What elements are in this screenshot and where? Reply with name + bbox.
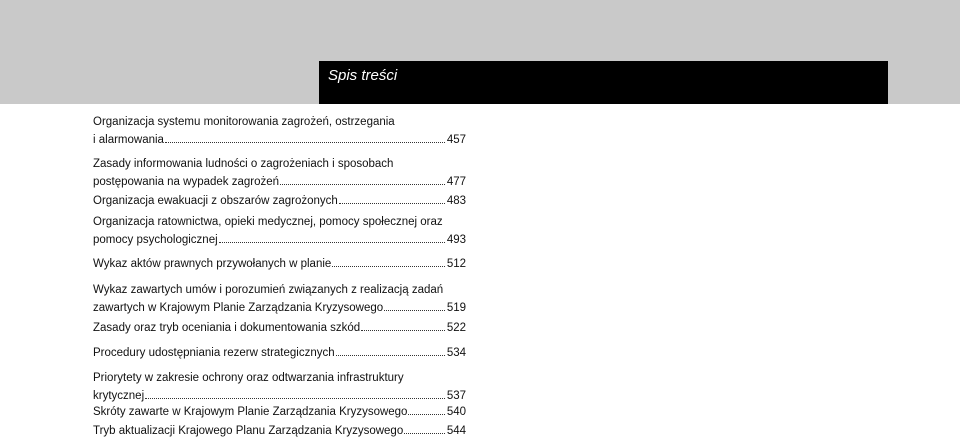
dot-leader (336, 355, 445, 356)
toc-page-number: 493 (446, 234, 466, 246)
dot-leader (280, 184, 445, 185)
toc-entry-title-line: krytycznej (93, 390, 145, 402)
toc-entry-title-line: Wykaz zawartych umów i porozumień związanych z realizacją zadań (93, 284, 444, 296)
page-title: Spis treści (328, 67, 398, 84)
toc-entry-title-line: postępowania na wypadek zagrożeń (93, 176, 280, 188)
dot-leader (145, 398, 445, 399)
toc-entry[interactable] (93, 344, 473, 362)
toc-page-number: 512 (446, 258, 466, 270)
toc-page-number: 477 (446, 176, 466, 188)
toc-entry-line (93, 131, 466, 149)
toc-entry-title-line: pomocy psychologicznej (93, 234, 218, 246)
toc-entry[interactable] (93, 113, 473, 149)
toc-entry-title-line: zawartych w Krajowym Planie Zarządzania Kryzysowego (93, 302, 384, 314)
toc-page-number: 540 (446, 406, 466, 418)
toc-entry[interactable] (93, 369, 473, 405)
toc-page-number: 537 (446, 390, 466, 402)
toc-entry-line (93, 192, 466, 210)
dot-leader (339, 203, 445, 204)
toc-entry[interactable] (93, 319, 473, 337)
toc-page-number: 483 (446, 195, 466, 207)
toc-entry-title-line: Wykaz aktów prawnych przywołanych w planie (93, 258, 332, 270)
toc-entry-line (93, 403, 466, 421)
title-banner (319, 61, 888, 104)
toc-entry-line (93, 173, 466, 191)
toc-entry-title-line: Zasady informowania ludności o zagrożeniach i sposobach (93, 158, 394, 170)
dot-leader (332, 266, 445, 267)
dot-leader (361, 330, 445, 331)
toc-page-number: 519 (446, 302, 466, 314)
toc-entry[interactable] (93, 403, 473, 421)
toc-entry-line (93, 231, 466, 249)
toc-entry[interactable] (93, 255, 473, 273)
toc-entry-title-line: Tryb aktualizacji Krajowego Planu Zarządzania Kryzysowego (93, 425, 404, 437)
toc-entry-title-line: Organizacja systemu monitorowania zagrożeń, ostrzegania (93, 116, 395, 128)
dot-leader (408, 414, 444, 415)
toc-entry-line (93, 299, 466, 317)
toc-entry[interactable] (93, 213, 473, 249)
toc-entry-title-line: Organizacja ratownictwa, opieki medycznej, pomocy społecznej oraz (93, 216, 443, 228)
dot-leader (384, 310, 445, 311)
toc-entry-title-line: Priorytety w zakresie ochrony oraz odtwarzania infrastruktury (93, 372, 404, 384)
toc-entry[interactable] (93, 422, 473, 438)
toc-entry-title-line: Procedury udostępniania rezerw strategicznych (93, 347, 335, 359)
dot-leader (219, 242, 445, 243)
toc-entry-line (93, 344, 466, 362)
toc-entry-line (93, 255, 466, 273)
toc-entry-title-line: Zasady oraz tryb oceniania i dokumentowania szkód (93, 322, 361, 334)
toc-page-number: 534 (446, 347, 466, 359)
toc-entry-line (93, 422, 466, 438)
toc-entry-title-line: Organizacja ewakuacji z obszarów zagrożonych (93, 195, 338, 207)
toc-entry[interactable] (93, 281, 473, 317)
toc-page-number: 544 (446, 425, 466, 437)
toc-page-number: 522 (446, 322, 466, 334)
toc-entry[interactable] (93, 192, 473, 210)
toc-page-number: 457 (446, 134, 466, 146)
dot-leader (165, 142, 445, 143)
toc-entry-title-line: Skróty zawarte w Krajowym Planie Zarządzania Kryzysowego (93, 406, 408, 418)
dot-leader (404, 433, 445, 434)
toc-entry-line (93, 319, 466, 337)
toc-entry-title-line: i alarmowania (93, 134, 164, 146)
toc-entry[interactable] (93, 155, 473, 191)
